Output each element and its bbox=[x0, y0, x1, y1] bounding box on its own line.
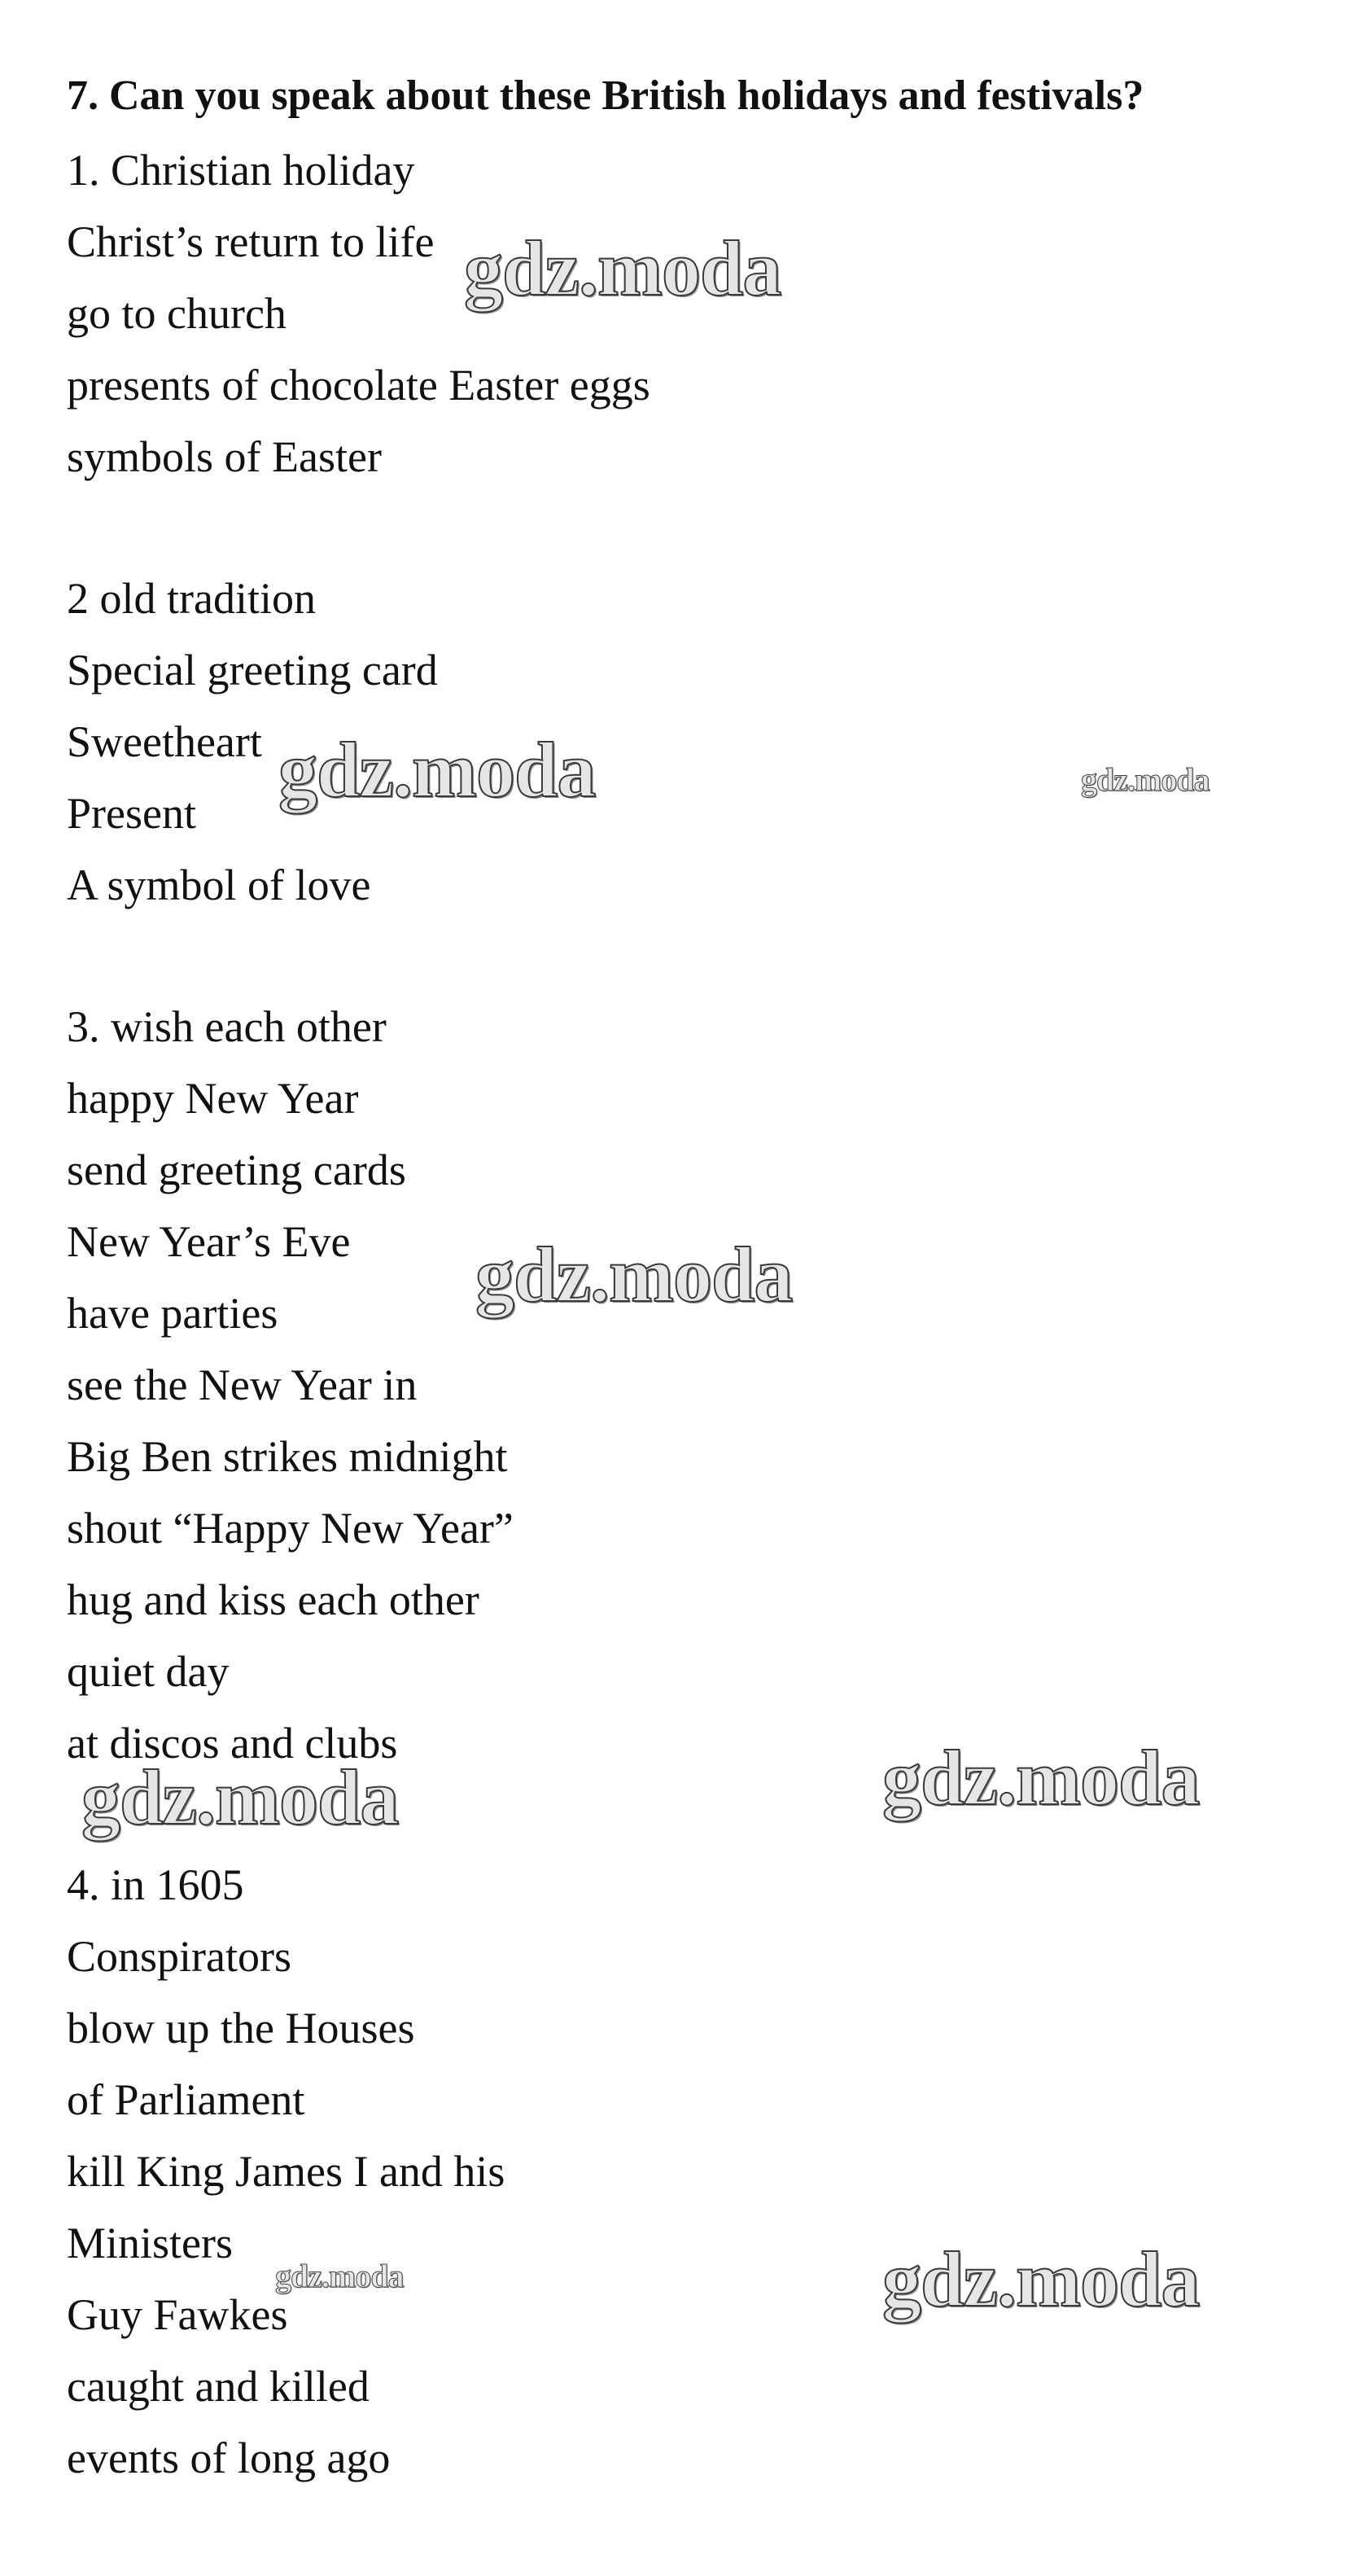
list-line: have parties bbox=[67, 1289, 278, 1338]
list-line: hug and kiss each other bbox=[67, 1575, 479, 1624]
list-line: Christ’s return to life bbox=[67, 217, 435, 266]
list-line: symbols of Easter bbox=[67, 432, 382, 481]
list-line: events of long ago bbox=[67, 2434, 391, 2482]
watermark: gdz.moda bbox=[1081, 761, 1209, 798]
list-line: 4. in 1605 bbox=[67, 1860, 244, 1909]
list-line: Big Ben strikes midnight bbox=[67, 1432, 508, 1481]
list-line: 3. wish each other bbox=[67, 1002, 387, 1051]
list-line: Ministers bbox=[67, 2219, 234, 2267]
watermark: gdz.moda bbox=[278, 726, 596, 813]
list-line: happy New Year bbox=[67, 1074, 359, 1123]
list-line: blow up the Houses bbox=[67, 2004, 415, 2052]
list-line: at discos and clubs bbox=[67, 1719, 398, 1768]
watermark: gdz.moda bbox=[882, 1734, 1200, 1821]
watermark: gdz.moda bbox=[882, 2236, 1200, 2323]
list-line: Present bbox=[67, 789, 196, 838]
list-line: Special greeting card bbox=[67, 646, 438, 694]
list-line: New Year’s Eve bbox=[67, 1217, 351, 1266]
exercise-heading: 7. Can you speak about these British holidays and festivals? bbox=[67, 72, 1144, 119]
list-line: 2 old tradition bbox=[67, 574, 316, 623]
list-line: shout “Happy New Year” bbox=[67, 1504, 514, 1553]
watermark: gdz.moda bbox=[81, 1754, 399, 1841]
list-line: see the New Year in bbox=[67, 1360, 418, 1409]
list-line: kill King James I and his bbox=[67, 2147, 505, 2196]
list-line: Sweetheart bbox=[67, 717, 262, 766]
list-line: caught and killed bbox=[67, 2362, 370, 2411]
watermark: gdz.moda bbox=[475, 1231, 793, 1318]
list-line: presents of chocolate Easter eggs bbox=[67, 361, 650, 410]
list-line: Guy Fawkes bbox=[67, 2290, 288, 2339]
list-line: Conspirators bbox=[67, 1932, 291, 1981]
watermark: gdz.moda bbox=[275, 2258, 404, 2294]
list-line: quiet day bbox=[67, 1647, 230, 1696]
list-line: send greeting cards bbox=[67, 1146, 406, 1194]
watermark: gdz.moda bbox=[464, 225, 781, 312]
list-line: A symbol of love bbox=[67, 861, 371, 909]
list-line: go to church bbox=[67, 289, 287, 338]
list-line: of Parliament bbox=[67, 2075, 305, 2124]
list-line: 1. Christian holiday bbox=[67, 146, 415, 195]
